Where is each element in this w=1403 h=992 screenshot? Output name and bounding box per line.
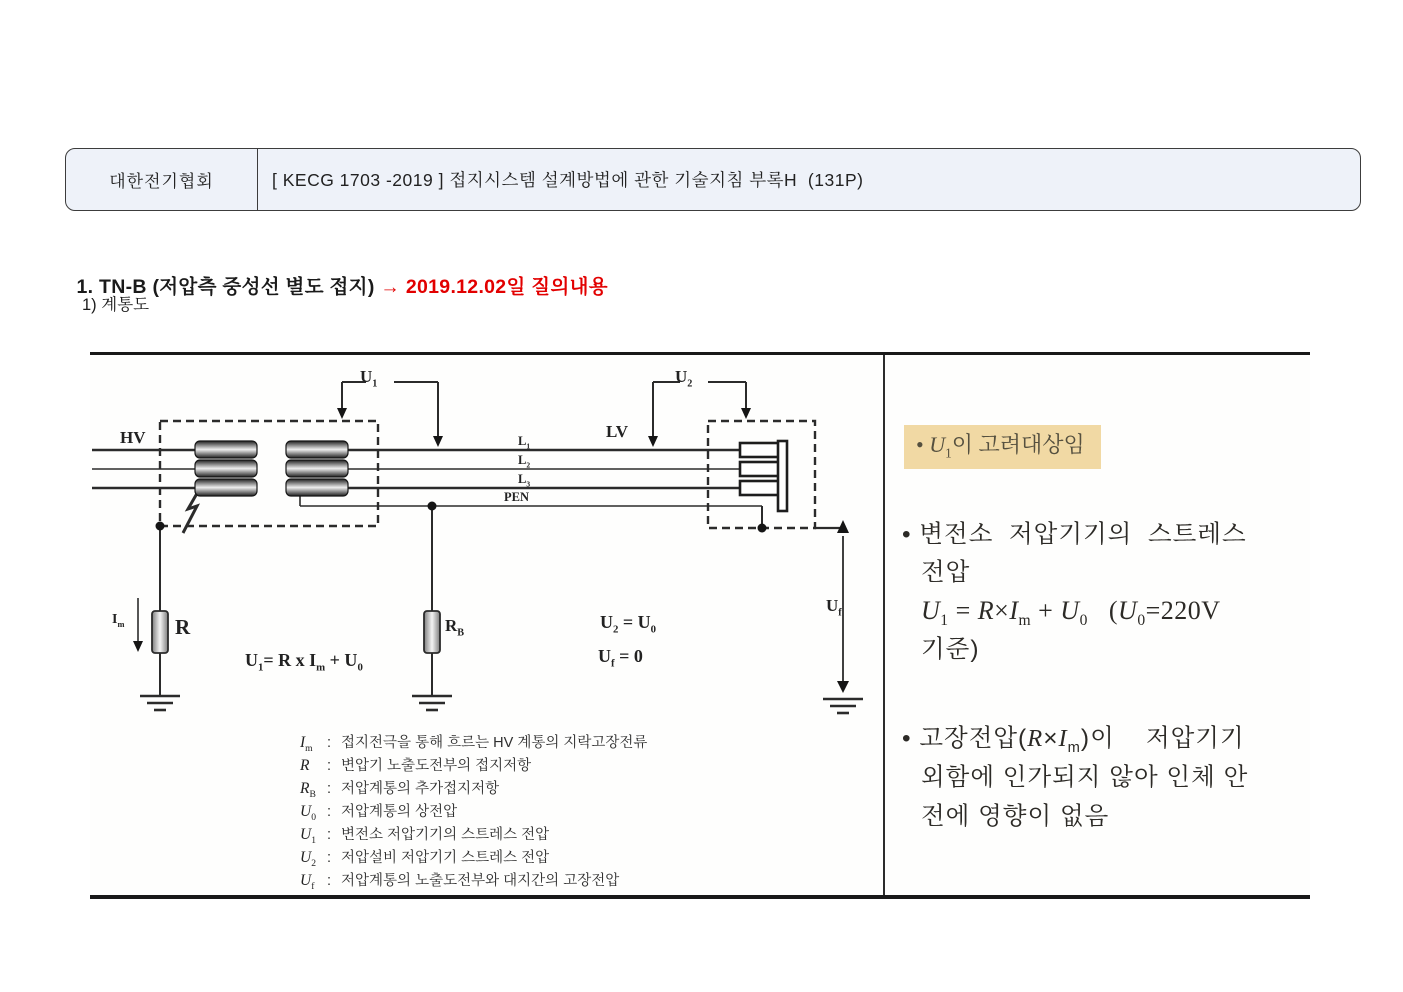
label-uf: $U_f$ [826, 596, 842, 619]
legend-row: $U_2$ : 저압설비 저압기기 스트레스 전압 [300, 846, 647, 869]
note-fault-line3: 전에 영향이 없음 [921, 803, 1110, 830]
legend-symbol: $U_f$ [300, 872, 315, 893]
legend-symbol: $R_B$ [300, 780, 316, 801]
legend-symbol: $I_m$ [300, 734, 313, 755]
note-u1-highlight: • $U_1$이 고려대상임 [904, 425, 1101, 469]
legend-desc: 저압계통의 추가접지저항 [341, 781, 500, 797]
legend-row: R : 변압기 노출도전부의 접지저항 [300, 754, 647, 777]
label-pen: PEN [504, 490, 529, 504]
label-lv: LV [606, 422, 629, 441]
doc-title-cell [258, 149, 1360, 210]
subtitle: 1) 계통도 [82, 296, 150, 314]
eq-uf: $U_f = 0$ [598, 646, 643, 670]
legend-desc: 접지전극을 통해 흐르는 HV 계통의 지락고장전류 [341, 735, 648, 751]
legend-row: $I_m$ : 접지전극을 통해 흐르는 HV 계통의 지락고장전류 [300, 731, 647, 754]
legend-desc: 저압계통의 노출도전부와 대지간의 고장전압 [341, 873, 620, 889]
label-u1: $U_1$ [360, 367, 378, 390]
legend-desc: 저압설비 저압기기 스트레스 전압 [341, 850, 550, 866]
line-label-l1: $L_1$ [518, 434, 531, 451]
legend-desc: 저압계통의 상전압 [341, 804, 458, 820]
label-rb: $R_B$ [445, 616, 465, 639]
doc-header [65, 148, 1361, 211]
org-label: 대한전기협회 [109, 172, 214, 191]
note-fault-line1: • 고장전압$(R\times I_m)$이 저압기기 [902, 725, 1245, 756]
eq-u2: $U_2 = U_0$ [600, 612, 657, 636]
label-hv: HV [120, 428, 146, 447]
note-stress-line1: • 변전소 저압기기의 스트레스 [902, 521, 1247, 548]
legend-row: $U_1$ : 변전소 저압기기의 스트레스 전압 [300, 823, 647, 846]
note-fault-line2: 외함에 인가되지 않아 인체 안 [921, 764, 1249, 791]
note-stress-line2: 전압 [921, 559, 971, 586]
note-stress-line4: 기준) [921, 636, 980, 663]
legend-row: $U_0$ : 저압계통의 상전압 [300, 800, 647, 823]
line-label-l3: $L_3$ [518, 472, 531, 489]
note-stress-formula: $U_1 = R\times I_m + U_0$ ($U_0=220V$ [921, 596, 1221, 630]
line-label-l2: $L_2$ [518, 453, 531, 470]
legend-desc: 변압기 노출도전부의 접지저항 [341, 758, 532, 774]
label-r: R [175, 615, 191, 639]
section-title-red: → 2019.12.02일 질의내용 [380, 276, 608, 298]
figure-divider [883, 355, 885, 895]
org-cell [66, 149, 258, 210]
legend-desc: 변전소 저압기기의 스트레스 전압 [341, 827, 550, 843]
legend-row: $U_f$ : 저압계통의 노출도전부와 대지간의 고장전압 [300, 869, 647, 892]
legend-symbol: $U_1$ [300, 826, 316, 847]
legend [300, 731, 647, 892]
section-title-black: 1. TN-B (저압측 중성선 별도 접지) [76, 276, 381, 298]
legend-symbol: R [300, 757, 310, 774]
doc-title: [ KECG 1703 -2019 ] 접지시스템 설계방법에 관한 기술지침 부록H (131P) [272, 170, 864, 190]
eq-u1: $U_1= R$ x $I_m + U_0$ [245, 650, 363, 674]
label-im: $I_m$ [112, 612, 125, 629]
legend-row: $R_B$ : 저압계통의 추가접지저항 [300, 777, 647, 800]
label-u2: $U_2$ [675, 367, 693, 390]
legend-symbol: $U_0$ [300, 803, 316, 824]
system-diagram-figure [90, 352, 1310, 899]
legend-symbol: $U_2$ [300, 849, 316, 870]
